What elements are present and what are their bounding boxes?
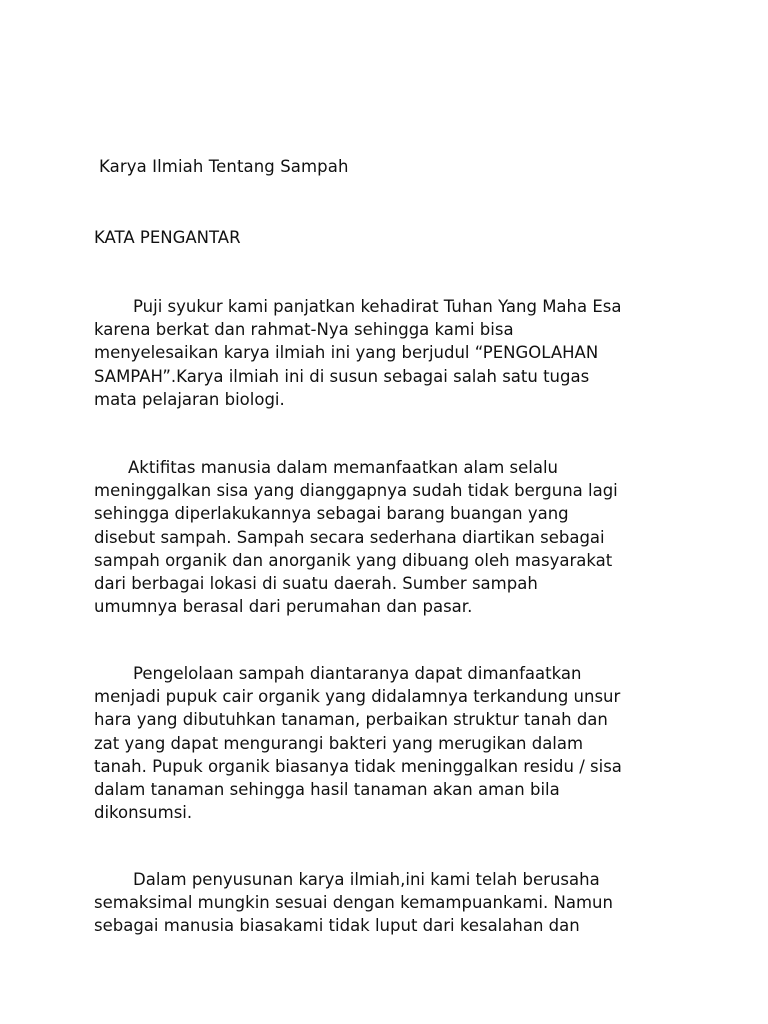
document-title: Karya Ilmiah Tentang Sampah	[99, 157, 349, 176]
paragraph-activity	[94, 456, 714, 618]
text-line: Pengelolaan sampah diantaranya dapat dimanfaatkan	[133, 664, 582, 683]
text-line: sehingga diperlakukannya sebagai barang buangan yang	[94, 504, 569, 524]
text-line: zat yang dapat mengurangi bakteri yang merugikan dalam	[94, 733, 584, 753]
text-line: dikonsumsi.	[94, 803, 193, 823]
text-line: meninggalkan sisa yang dianggapnya sudah tidak berguna lagi	[94, 481, 618, 501]
text-line: umumnya berasal dari perumahan dan pasar.	[94, 597, 473, 617]
text-line: karena berkat dan rahmat-Nya sehingga kami bisa	[94, 320, 514, 340]
text-line: dari berbagai lokasi di suatu daerah. Sumber sampah	[94, 574, 538, 594]
text-line: dalam tanaman sehingga hasil tanaman akan aman bila	[94, 780, 560, 800]
paragraph-intro	[94, 295, 714, 411]
text-line: mata pelajaran biologi.	[94, 389, 285, 409]
text-line: Aktifitas manusia dalam memanfaatkan alam selalu	[128, 458, 558, 477]
text-line: sampah organik dan anorganik yang dibuang oleh masyarakat	[94, 550, 613, 570]
text-line: hara yang dibutuhkan tanaman, perbaikan struktur tanah dan	[94, 710, 608, 730]
paragraph-management	[94, 662, 714, 824]
text-line: Puji syukur kami panjatkan kehadirat Tuhan Yang Maha Esa	[133, 297, 622, 316]
text-line: sebagai manusia biasakami tidak luput dari kesalahan dan	[94, 916, 580, 936]
section-heading: KATA PENGANTAR	[94, 228, 241, 247]
text-line: SAMPAH”.Karya ilmiah ini di susun sebagai salah satu tugas	[94, 366, 590, 386]
text-line: Dalam penyusunan karya ilmiah,ini kami telah berusaha	[133, 870, 600, 889]
text-line: semaksimal mungkin sesuai dengan kemampuankami. Namun	[94, 893, 613, 913]
text-line: tanah. Pupuk organik biasanya tidak meninggalkan residu / sisa	[94, 756, 622, 776]
text-line: menjadi pupuk cair organik yang didalamnya terkandung unsur	[94, 687, 621, 707]
text-line: disebut sampah. Sampah secara sederhana diartikan sebagai	[94, 527, 605, 547]
paragraph-closing	[94, 868, 714, 938]
text-line: menyelesaikan karya ilmiah ini yang berjudul “PENGOLAHAN	[94, 343, 599, 363]
